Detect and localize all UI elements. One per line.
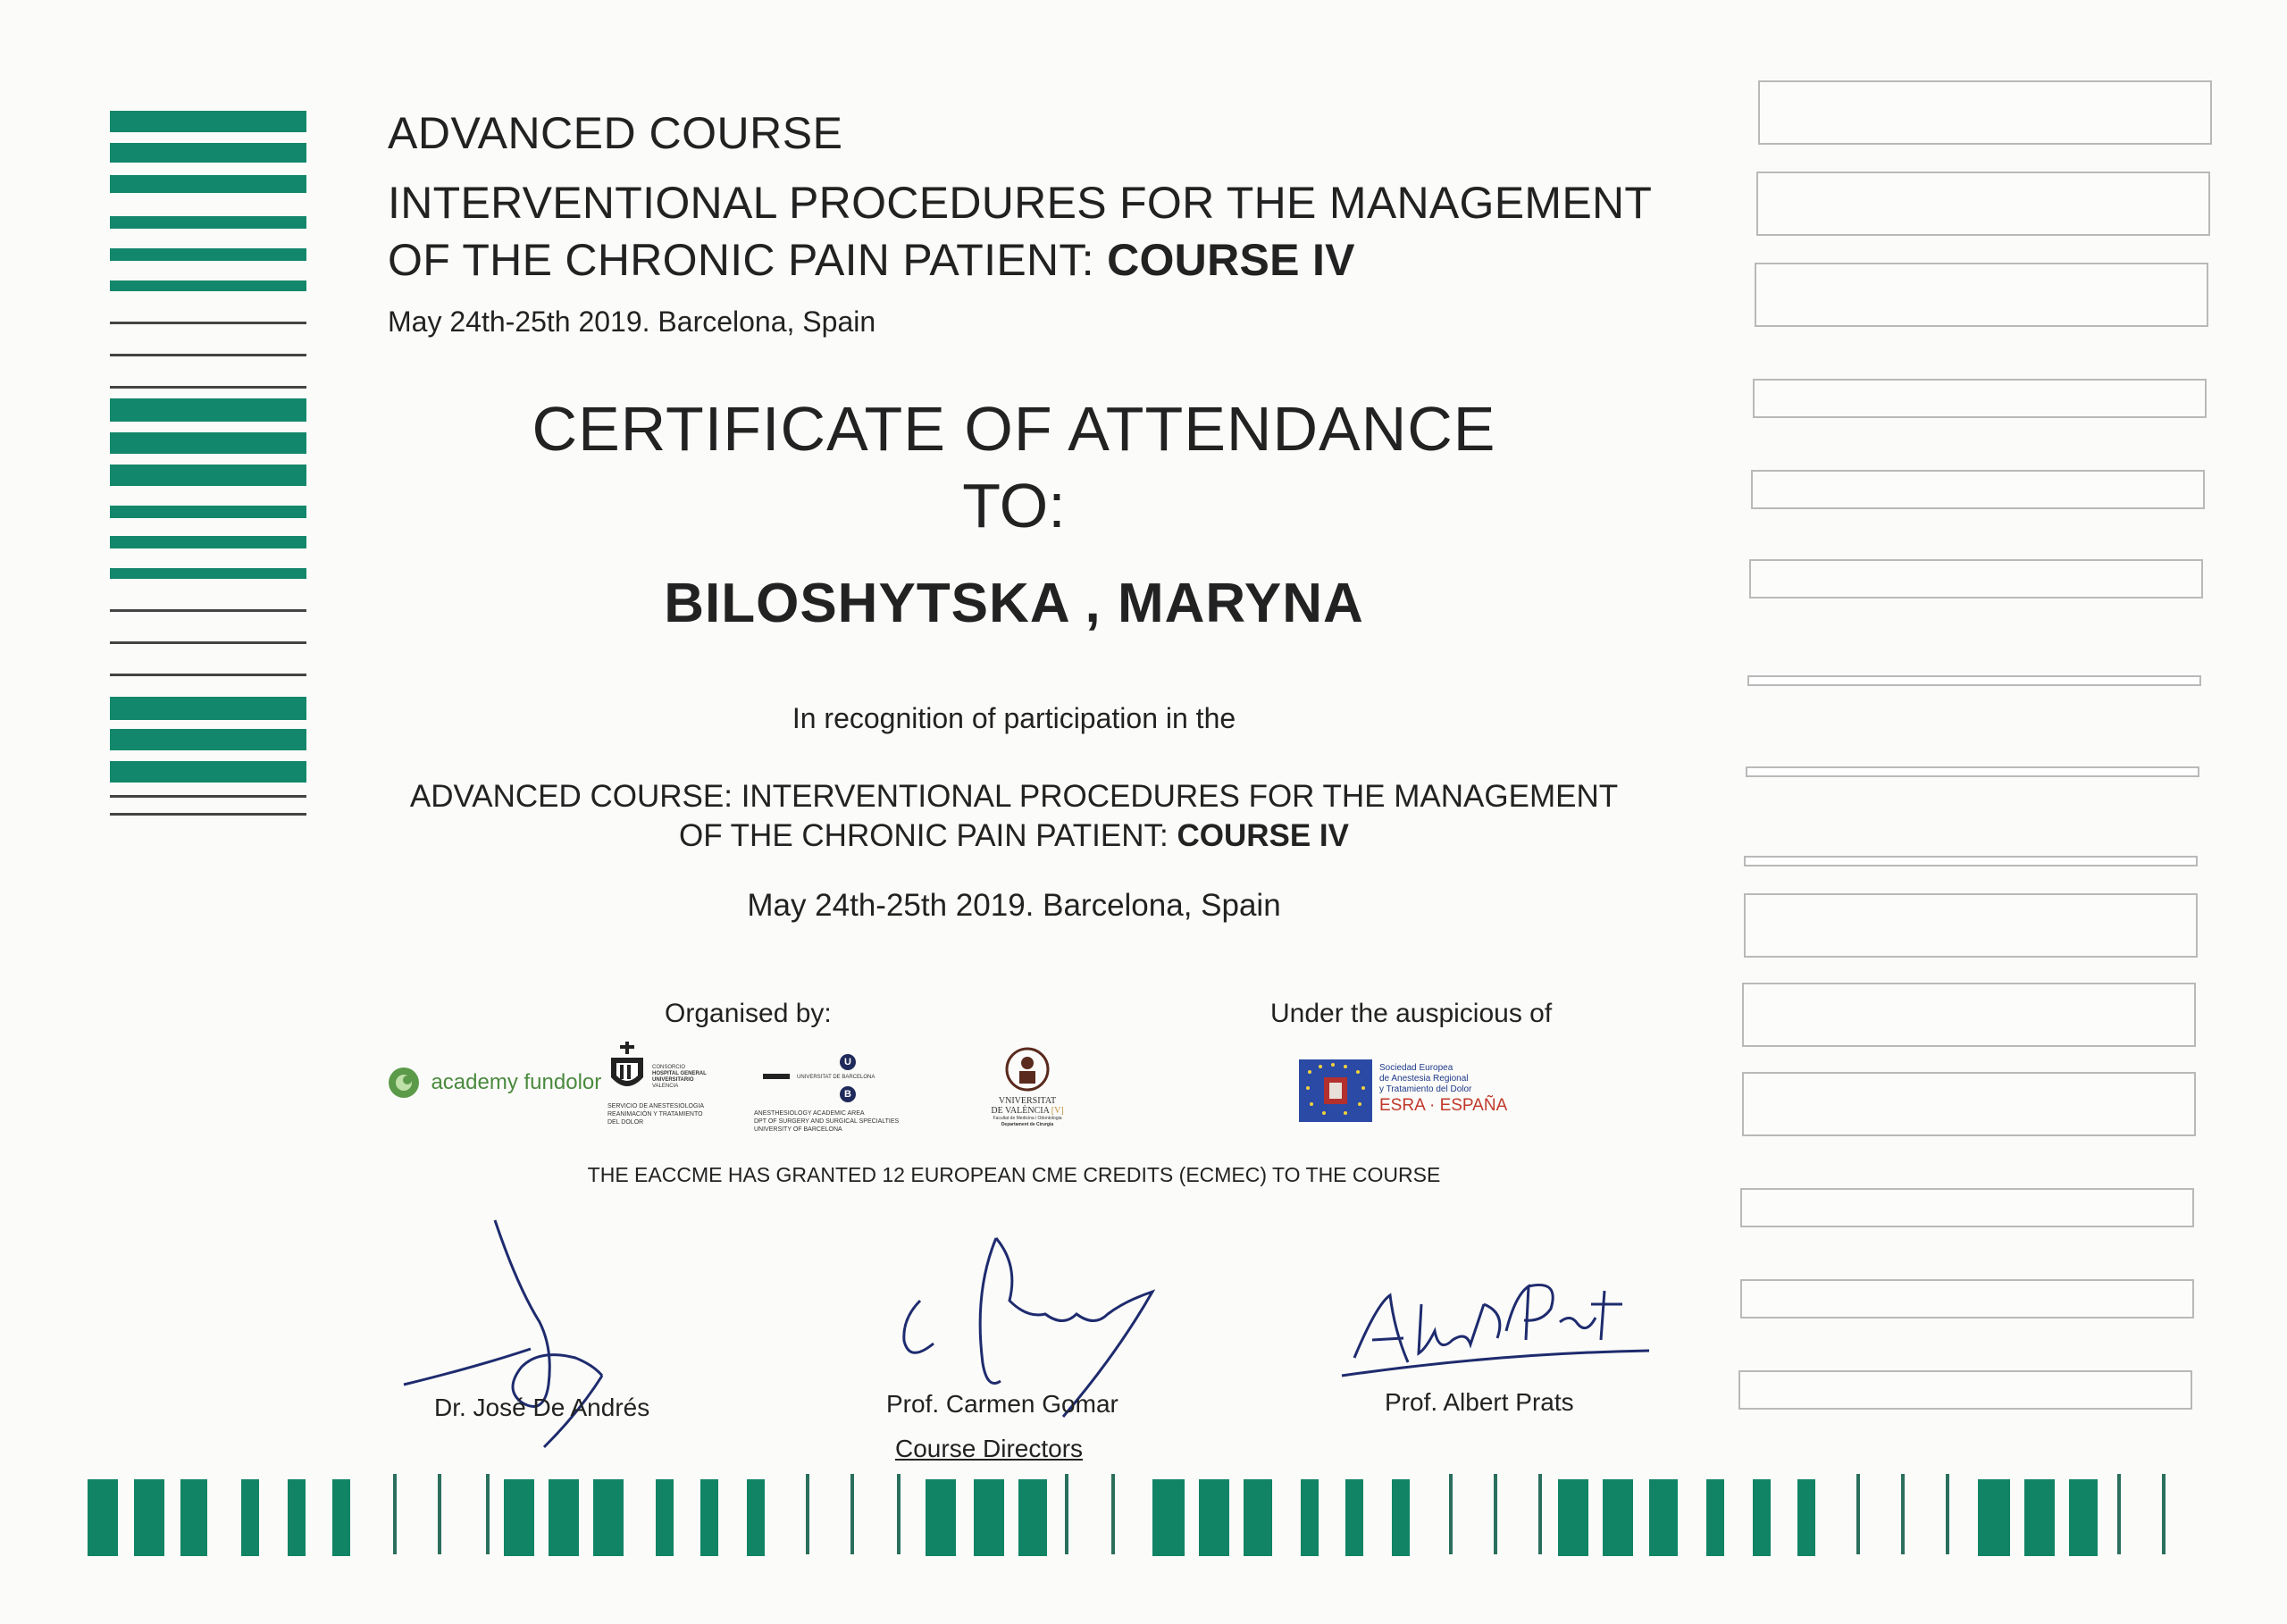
- valencia-caption-line: Facultat de Medicina i Odontologia: [993, 1116, 1062, 1121]
- ub-caption-line: DPT OF SURGERY AND SURGICAL SPECIALTIES: [754, 1118, 900, 1125]
- ub-name: UNIVERSITAT DE BARCELONA: [797, 1075, 875, 1080]
- academy-fundolor-logo: [386, 1065, 601, 1101]
- recognition-text: In recognition of participation in the: [792, 702, 1236, 734]
- consorcio-caption-line: SERVICIO DE ANESTESIOLOGIA: [607, 1103, 705, 1109]
- header-course-title-text: OF THE CHRONIC PAIN PATIENT:: [388, 235, 1094, 285]
- signature-prats: [1336, 1268, 1658, 1385]
- esra-emblem-icon: [1299, 1059, 1372, 1122]
- esra-text-line: Sociedad Europea: [1379, 1063, 1453, 1073]
- valencia-caption-line: Departament de Cirurgia: [1001, 1122, 1054, 1127]
- ub-caption-line: ANESTHESIOLOGY ACADEMIC AREA: [754, 1110, 865, 1117]
- course-number: COURSE IV: [1177, 818, 1349, 853]
- consorcio-line: UNIVERSITARIO: [652, 1077, 694, 1083]
- header-course-label: ADVANCED COURSE: [388, 108, 843, 158]
- course-date-location: May 24th-25th 2019. Barcelona, Spain: [747, 888, 1281, 923]
- valencia-mark: [V]: [1051, 1106, 1064, 1116]
- header-course-title-line2: [388, 234, 1355, 286]
- header-course-title-line1: INTERVENTIONAL PROCEDURES FOR THE MANAGEMENT: [388, 178, 1653, 228]
- auspices-label: Under the auspicious of: [1270, 999, 1553, 1028]
- esra-text-line: y Tratamiento del Dolor: [1379, 1084, 1472, 1094]
- universitat-valencia-logo: [974, 1047, 1081, 1128]
- academy-fundolor-icon: [386, 1065, 422, 1101]
- esra-brand: ESRA · ESPAÑA: [1379, 1096, 1508, 1115]
- universitat-barcelona-logo: [754, 1054, 951, 1134]
- valencia-name-line: DE VALÈNCIA: [991, 1106, 1050, 1116]
- course-name-line1: ADVANCED COURSE: INTERVENTIONAL PROCEDURES FOR THE MANAGEMENT: [409, 779, 1619, 814]
- recipient-name: BILOSHYTSKA , MARYNA: [664, 573, 1364, 634]
- signatory-name: Dr. José De Andrés: [434, 1394, 650, 1421]
- header-date-location: May 24th-25th 2019. Barcelona, Spain: [388, 306, 876, 338]
- consorcio-hospital-logo: [607, 1042, 733, 1126]
- consorcio-line: VALENCIA: [652, 1084, 679, 1089]
- certificate-title-to: TO:: [962, 471, 1066, 540]
- valencia-name-line: VNIVERSITAT: [998, 1096, 1057, 1106]
- ub-caption-line: UNIVERSITY OF BARCELONA: [754, 1126, 842, 1133]
- header-course-number: COURSE IV: [1107, 235, 1355, 285]
- ub-letter-u: U: [840, 1054, 856, 1070]
- ub-bar-mark: [763, 1074, 790, 1079]
- signatory-name: Prof. Carmen Gomar: [886, 1390, 1118, 1418]
- consorcio-line: HOSPITAL GENERAL: [652, 1071, 707, 1076]
- ub-letter-b: B: [840, 1086, 856, 1102]
- consorcio-caption-line: DEL DOLOR: [607, 1119, 644, 1126]
- course-name-line2: [313, 818, 1715, 854]
- consorcio-line: CONSORCIO: [652, 1065, 686, 1070]
- course-name-text: OF THE CHRONIC PAIN PATIENT:: [678, 818, 1169, 853]
- signatory-name: Prof. Albert Prats: [1385, 1388, 1574, 1416]
- esra-text-line: de Anestesia Regional: [1379, 1074, 1469, 1084]
- organised-by-label: Organised by:: [665, 999, 832, 1028]
- cme-credits-statement: THE EACCME HAS GRANTED 12 EUROPEAN CME CREDITS (ECMEC) TO THE COURSE: [587, 1163, 1441, 1186]
- course-directors-label: Course Directors: [895, 1435, 1084, 1462]
- academy-fundolor-text: academy fundolor: [431, 1070, 602, 1094]
- consorcio-emblem-icon: [607, 1042, 647, 1097]
- consorcio-caption-line: REANIMACIÓN Y TRATAMIENTO: [607, 1111, 703, 1118]
- esra-espana-logo: [1299, 1059, 1513, 1124]
- certificate-title: CERTIFICATE OF ATTENDANCE: [532, 394, 1496, 464]
- valencia-seal-icon: [1005, 1047, 1050, 1092]
